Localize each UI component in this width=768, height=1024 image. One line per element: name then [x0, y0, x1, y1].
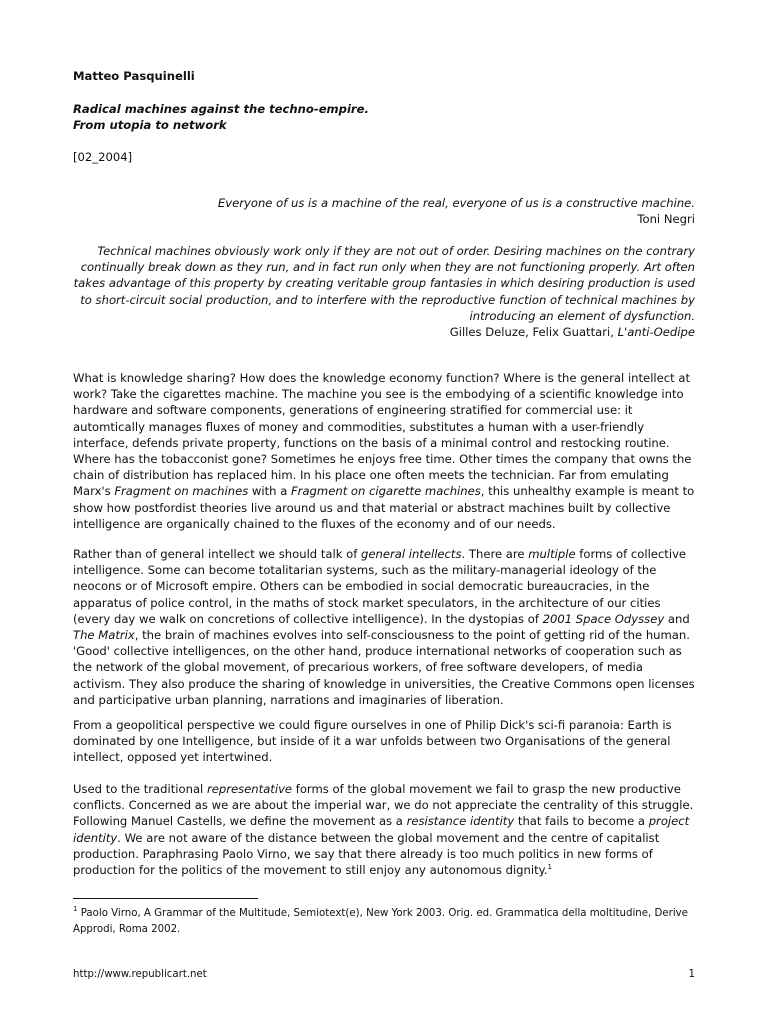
text-run-italic: The Matrix [73, 628, 135, 643]
body-paragraph-4 [73, 781, 695, 878]
epigraph-quote: Everyone of us is a machine of the real, everyone of us is a constructive machine. [217, 196, 695, 210]
epigraph-source-work: L'anti-Oedipe [617, 325, 695, 340]
epigraph-negri [73, 195, 695, 227]
footnote-marker: 1 [73, 905, 78, 913]
text-run: forms of collective intelligence. Some can become totalitarian systems, such as the military-managerial ideology of the neocons or of Microsoft empire. Others can be embodied in social democratic bureaucracies, in the apparatus of police control, in the maths of stock market speculators, in the architecture of our cities (every day we walk on concretions of collective intelligence). In the dystopias of [73, 547, 687, 626]
text-run-italic: representative [206, 782, 293, 796]
text-run-italic: general intellects [360, 547, 462, 561]
body-paragraph-3: From a geopolitical perspective we could figure ourselves in one of Philip Dick's sci-fi paranoia: Earth is dominated by one Intelligence, but inside of it a war unfolds between two Organisations of the general intellect, opposed yet intertwined. [73, 718, 672, 765]
date-stamp: [02_2004] [73, 150, 133, 164]
title-line-2: From utopia to network [73, 118, 227, 133]
footnote-divider [73, 898, 258, 899]
body-paragraph-2 [73, 546, 695, 708]
text-run-italic: Fragment on cigarette machines [291, 484, 481, 499]
text-run-italic: Fragment on machines [114, 484, 249, 499]
footnote-reference[interactable]: 1 [547, 863, 553, 872]
epigraph-source-authors: Gilles Deluze, Felix Guattari, [449, 325, 618, 340]
text-run-italic: multiple [528, 547, 576, 561]
footnote [73, 906, 695, 938]
text-run-italic: 2001 Space Odyssey [542, 611, 665, 626]
text-run: What is knowledge sharing? How does the knowledge economy function? Where is the general intellect at work? Take the cigarettes machine. The machine you see is the embodying of a scientific knowledge into hardware and software components, generations of engineering stratified for commercial use: it automtically manages fluxes of money and commodities, substitutes a human with a user-friendly interface, defends private property, functions on the basis of a minimal control and restocking routine. Where has the tobacconist gone? Sometimes he enjoys free time. Other times the company that owns the chain of distribution has replaced him. In his place one often meets the technician. Far from emulating Marx's [73, 371, 692, 499]
text-run: Used to the traditional [73, 782, 207, 796]
epigraph-source: Toni Negri [637, 212, 695, 227]
text-run: , the brain of machines evolves into self-consciousness to the point of getting rid of the human. 'Good' collective intelligences, on the other hand, produce international networks of cooperation such as the network of the global movement, of precarious workers, of free software developers, of media activism. They also produce the sharing of knowledge in universities, the Creative Commons open licenses and participative urban planning, narrations and imaginaries of liberation. [73, 628, 695, 707]
text-run: forms of the global movement we fail to grasp the new productive conflicts. Concerned as we are about the imperial war, we do not appreciate the centrality of this struggle. Following Manuel Castells, we define the movement as a [73, 782, 694, 829]
epigraph-deleuze-guattari [73, 243, 695, 340]
text-run: Rather than of general intellect we should talk of [73, 547, 361, 561]
title-line-1: Radical machines against the techno-empire. [73, 102, 369, 116]
epigraph-source [73, 324, 695, 340]
text-run: that fails to become a [514, 814, 649, 829]
page-number: 1 [688, 969, 695, 980]
footnote-text: Paolo Virno, A Grammar of the Multitude, Semiotext(e), New York 2003. Orig. ed. Grammatica della moltitudine, Derive Approdi, Roma 2002. [73, 908, 688, 935]
text-run: with a [248, 484, 292, 499]
body-paragraph-1 [73, 370, 695, 532]
text-run-italic: resistance identity [406, 814, 515, 829]
article-title [73, 101, 695, 133]
epigraph-quote: Technical machines obviously work only if they are not out of order. Desiring machines on the contrary continually break down as they run, and in fact run only when they are not functioning properly. Art often takes advantage of this property by creating veritable group fantasies in which desiring production is used to short-circuit social production, and to interfere with the reproductive function of technical machines by introducing an element of dysfunction. [73, 244, 695, 323]
author-name: Matteo Pasquinelli [73, 69, 195, 83]
text-run-italic: project identity [73, 814, 690, 845]
footer-url-link[interactable]: http://www.republicart.net [73, 969, 207, 980]
text-run: and [664, 611, 690, 626]
text-run: . We are not aware of the distance between the global movement and the centre of capitalist production. Paraphrasing Paolo Virno, we say that there already is too much politics in new forms of production for the politics of the movement to still enjoy any autonomous dignity. [73, 830, 660, 878]
text-run: , this unhealthy example is meant to show how postfordist theories live around us and that material or abstract machines built by collective intelligence are organically chained to the fluxes of the economy and of our needs. [73, 484, 695, 531]
text-run: . There are [461, 547, 529, 561]
